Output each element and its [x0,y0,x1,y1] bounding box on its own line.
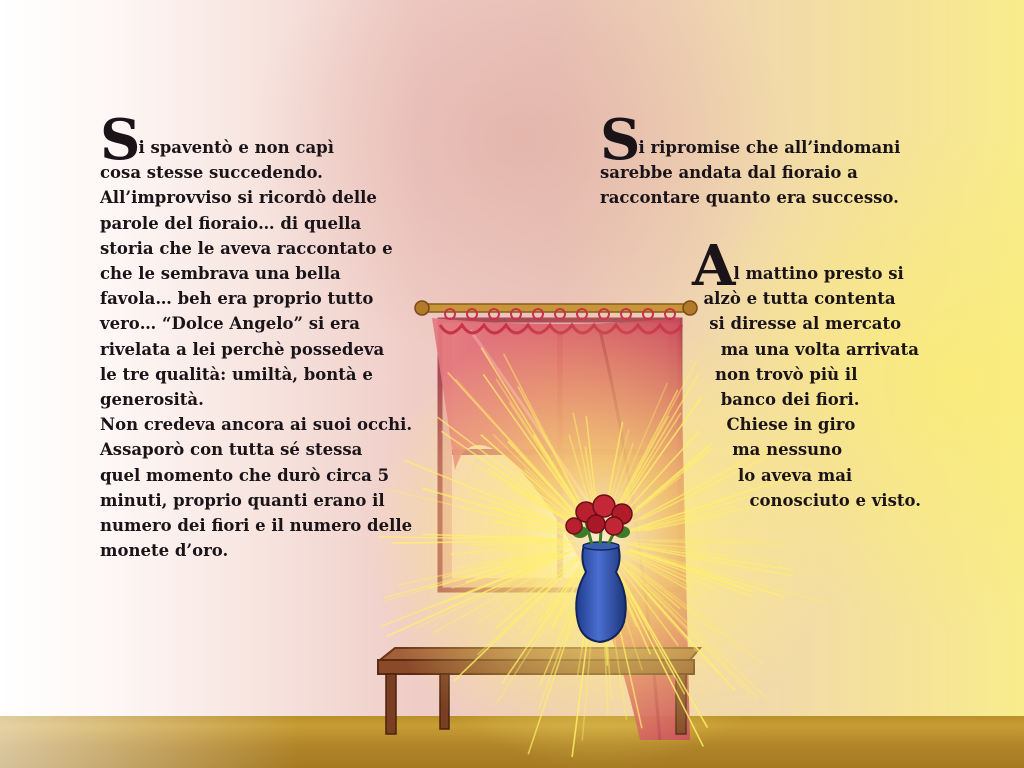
text-line: conosciuto e visto. [692,490,921,510]
right-text-bottom [692,233,921,513]
text-line: parole del fioraio… di quella [100,213,362,233]
text-line: i spaventò e non capì [138,138,334,157]
text-line: raccontare quanto era successo. [600,188,899,208]
text-line: Chiese in giro [692,415,856,435]
text-line: All’improvviso si ricordò delle [100,188,377,208]
text-line: lo aveva mai [692,465,853,485]
text-line: generosità. [100,390,204,410]
left-text-column [100,107,413,563]
text-line: numero dei fiori e il numero delle [100,516,413,536]
text-line: rivelata a lei perchè possedeva [100,339,385,359]
text-line: le tre qualità: umiltà, bontà e [100,364,373,384]
text-line: sarebbe andata dal fioraio a [600,163,858,183]
vase [576,542,626,642]
text-line: quel momento che durò circa 5 [100,465,390,485]
text-line: Assaporò con tutta sé stessa [100,440,363,460]
text-line: ma una volta arrivata [692,339,919,359]
text-line: si diresse al mercato [692,314,902,334]
text-line: monete d’oro. [100,541,229,561]
text-line: ma nessuno [692,440,843,460]
drop-cap: S [600,107,639,173]
text-line: che le sembrava una bella [100,264,341,284]
drop-cap: A [692,233,734,299]
text-line: banco dei fiori. [692,390,860,410]
text-line: l mattino presto si [733,264,904,283]
text-line: vero… “Dolce Angelo” si era [100,314,360,334]
text-line: alzò e tutta contenta [692,289,896,309]
text-line: cosa stesse succedendo. [100,163,323,183]
right-text-top [600,107,901,211]
text-line: favola… beh era proprio tutto [100,289,374,309]
text-line: i ripromise che all’indomani [638,138,901,157]
text-line: minuti, proprio quanti erano il [100,490,385,510]
text-line: storia che le aveva raccontato e [100,238,393,258]
drop-cap: S [100,107,139,173]
text-line: Non credeva ancora ai suoi occhi. [100,415,413,435]
text-line: non trovò più il [692,364,858,384]
